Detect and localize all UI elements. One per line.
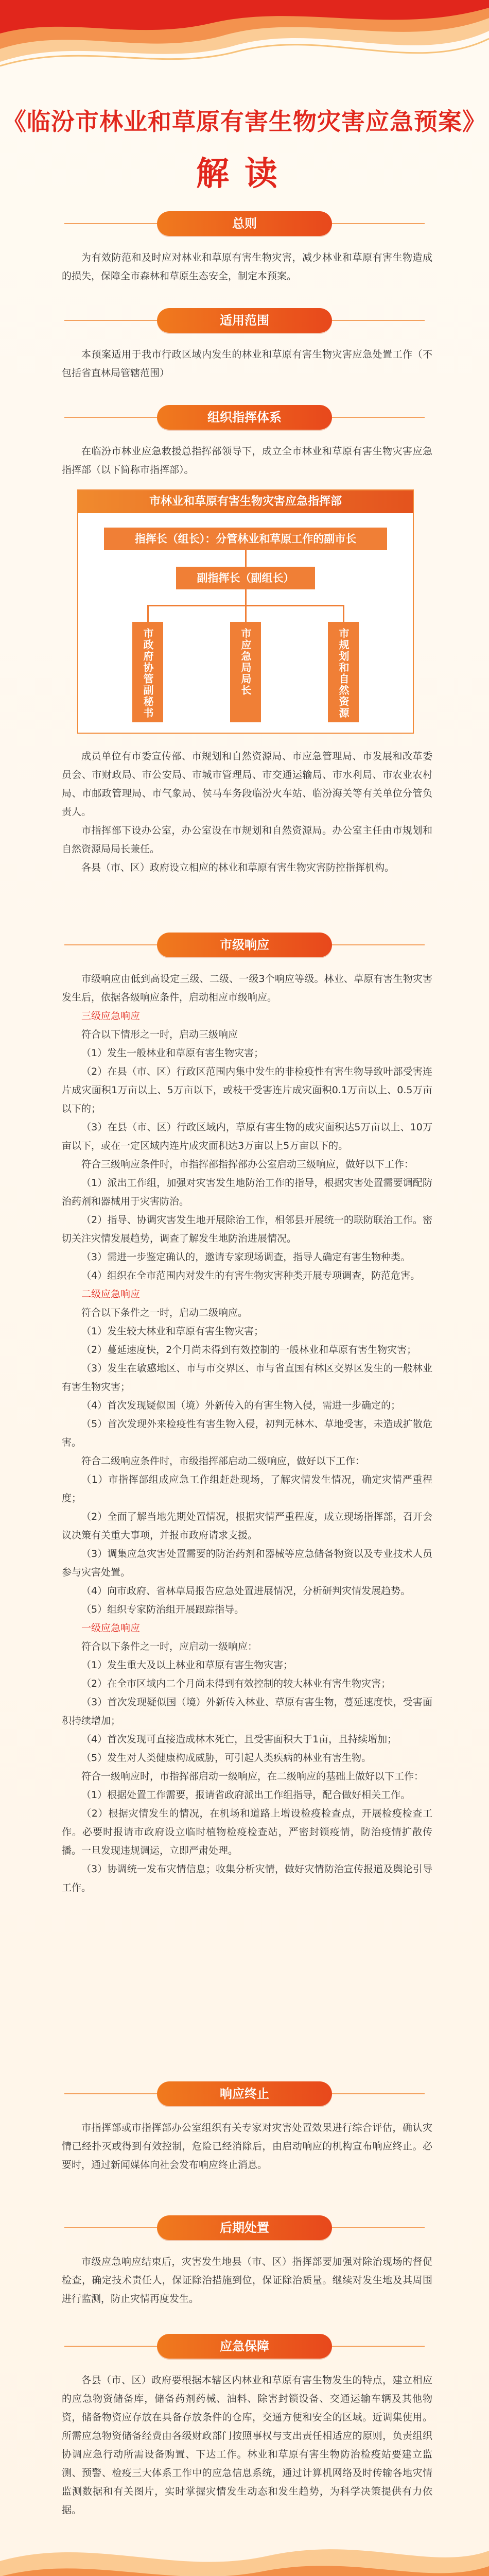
org-chart bbox=[77, 489, 414, 734]
connector-line bbox=[245, 605, 247, 622]
response-line: （5）首次发现外来检疫性有害生物入侵，初判无林木、草地受害，未造成扩散危害。 bbox=[62, 1418, 432, 1448]
section-heading-aftermath: 后期处置 bbox=[157, 2215, 332, 2240]
guarantee-body bbox=[62, 2371, 432, 2519]
top-wave-decoration bbox=[0, 0, 489, 88]
response-line: 符合三级响应条件时，市指挥部指挥部办公室启动三级响应，做好以下工作： bbox=[81, 1159, 414, 1170]
response-line: 符合以下条件之一时，应启动一级响应： bbox=[81, 1641, 258, 1652]
response-line: （2）在县（市、区）行政区范围内集中发生的非检疫性有害生物导致叶部受害连片成灾面积1万亩以上、5万亩以下，或枝干受害连片成灾面积0.1万亩以上、0.5万亩以下的； bbox=[62, 1066, 432, 1114]
connector-line bbox=[245, 589, 247, 605]
connector-line bbox=[343, 605, 344, 622]
response-line: 符合二级响应条件时，市级指挥部启动二级响应，做好以下工作： bbox=[81, 1455, 365, 1467]
org-commander-box: 指挥长（组长）：分管林业和草原工作的副市长 bbox=[104, 528, 387, 550]
response-line: （2）根据灾情发生的情况，在机场和道路上增设检疫检查点，开展检疫检查工作。必要时报请市政府设立临时植物检疫检查站，严密封锁疫情，防治疫情扩散传播。一旦发现违规调运，立即严肃处理。 bbox=[62, 1808, 432, 1856]
guarantee-paragraph: 各县（市、区）政府要根据本辖区内林业和草原有害生物发生的特点，建立相应的应急物资储备库，储备药剂药械、油料、除害封锁设备、交通运输车辆及其他物资，储备物资应存放在具备存放条件的仓库，交通方便和安全的区域。近调集使用。所需应急物资储备经费由各级财政部门按照事权与支出责任相适应的原则，负责组织协调应急行动所需设备购置、下达工作。林业和草原有害生物防治检疫站要建立监测、预警、检疫三大体系工作中的应急信息系统，通过计算机网络及时传输各地灾情监测数据和有关图片，实时掌握灾情发生动态和发生趋势，为科学决策提供有力依据。 bbox=[62, 2375, 432, 2516]
response-line: （4）首次发现疑似国（境）外新传入的有害生物入侵，需进一步确定的； bbox=[81, 1400, 401, 1411]
org-column-1: 市政府协管副秘书长 bbox=[132, 622, 163, 722]
response-line: （1）根据处置工作需要，报请省政府派出工作组指导，配合做好相关工作。 bbox=[81, 1789, 411, 1801]
response-level-heading: 二级应急响应 bbox=[81, 1289, 141, 1300]
termination-body bbox=[62, 2119, 432, 2174]
response-line: （2）在全市区域内二个月尚未得到有效控制的较大林业有害生物灾害； bbox=[81, 1678, 391, 1689]
response-line: （4）首次发现可直接造成林木死亡，且受害面积大于1亩，且持续增加； bbox=[81, 1734, 397, 1745]
response-line: （1）市指挥部组成应急工作组赶赴现场，了解灾情发生情况，确定灾情严重程度； bbox=[62, 1474, 432, 1504]
response-line: （3）协调统一发布灾情信息；收集分析灾情，做好灾情防治宣传报道及舆论引导工作。 bbox=[62, 1863, 432, 1893]
response-line: 符合以下条件之一时，启动二级响应。 bbox=[81, 1307, 248, 1318]
org-members-paragraph: 成员单位有市委宣传部、市规划和自然资源局、市应急管理局、市发展和改革委员会、市财政局、市公安局、市城市管理局、市交通运输局、市水利局、市农业农村局、市邮政管理局、市气象局、侯马车务段临汾火车站、临汾海关等有关单位分管负责人。 bbox=[62, 751, 432, 818]
section-heading-response: 市级响应 bbox=[157, 933, 332, 957]
response-lines bbox=[62, 1007, 432, 1897]
connector-line bbox=[147, 605, 149, 622]
termination-paragraph: 市指挥部或市指挥部办公室组织有关专家对灾害处置效果进行综合评估，确认灾情已经扑灭或得到有效控制，危险已经消除后，由启动响应的机构宣布响应终止。必要时，通过新闻媒体向社会发布响应终止消息。 bbox=[62, 2122, 432, 2171]
response-line: （2）指导、协调灾害发生地开展除治工作，相邻县开展统一的联防联治工作。密切关注灾情发展趋势，调查了解发生地防治进展情况。 bbox=[62, 1214, 432, 1244]
response-line: （2）全面了解当地先期处置情况，根据灾情严重程度，成立现场指挥部，召开会议决策有关重大事项，并报市政府请求支援。 bbox=[62, 1511, 432, 1541]
response-line: （3）发生在敏感地区、市与市交界区、市与省直国有林区交界区发生的一般林业有害生物灾害； bbox=[62, 1363, 432, 1393]
section-heading-scope: 适用范围 bbox=[157, 308, 332, 333]
org-county-paragraph: 各县（市、区）政府设立相应的林业和草原有害生物灾害防控指挥机构。 bbox=[81, 862, 395, 873]
aftermath-body bbox=[62, 2252, 432, 2308]
bottom-wave-decoration bbox=[0, 2530, 489, 2576]
section-heading-org: 组织指挥体系 bbox=[157, 405, 332, 430]
scope-paragraph: 本预案适用于我市行政区域内发生的林业和草原有害生物灾害应急处置工作（不包括省直林局管辖范围） bbox=[62, 349, 432, 379]
response-line: （4）组织在全市范围内对发生的有害生物灾害种类开展专项调查，防范危害。 bbox=[81, 1270, 421, 1281]
response-line: （4）向市政府、省林草局报告应急处置进展情况，分析研判灾情发展趋势。 bbox=[81, 1585, 411, 1597]
org-vice-box: 副指挥长（副组长） bbox=[176, 567, 315, 589]
response-line: （1）派出工作组，加强对灾害发生地防治工作的指导，根据灾害处置需要调配防治药剂和器械用于灾害防治。 bbox=[62, 1177, 432, 1207]
section-heading-general: 总则 bbox=[157, 211, 332, 236]
document-title: 《临汾市林业和草原有害生物灾害应急预案》 bbox=[3, 108, 486, 135]
document-subtitle: 解读 bbox=[196, 155, 293, 193]
org-details bbox=[62, 747, 432, 877]
response-body bbox=[62, 970, 432, 1897]
general-body bbox=[62, 248, 432, 285]
response-line: （3）需进一步鉴定确认的，邀请专家现场调查，指导人确定有害生物种类。 bbox=[81, 1251, 411, 1263]
section-heading-guarantee: 应急保障 bbox=[157, 2334, 332, 2359]
response-line: （5）发生对人类健康构成威胁，可引起人类疾病的林业有害生物。 bbox=[81, 1752, 372, 1764]
general-paragraph: 为有效防范和及时应对林业和草原有害生物灾害，减少林业和草原有害生物造成的损失，保障全市森林和草原生态安全，制定本预案。 bbox=[62, 252, 432, 282]
org-column-2: 市应急局局长 bbox=[230, 622, 261, 722]
aftermath-paragraph: 市级应急响应结束后，灾害发生地县（市、区）指挥部要加强对除治现场的督促检查，确定技术责任人，保证除治措施到位，保证除治质量。继续对发生地及其周围进行监测，防止灾情再度发生。 bbox=[62, 2256, 432, 2304]
response-line: （3）调集应急灾害处置需要的防治药剂和器械等应急储备物资以及专业技术人员参与灾害处置。 bbox=[62, 1548, 432, 1578]
response-level-heading: 三级应急响应 bbox=[81, 1010, 141, 1022]
response-line: （2）蔓延速度快，2个月尚未得到有效控制的一般林业和草原有害生物灾害； bbox=[81, 1344, 417, 1355]
response-line: 符合一级响应时，市指挥部启动一级响应，在二级响应的基础上做好以下工作： bbox=[81, 1771, 424, 1782]
response-intro: 市级响应由低到高设定三级、二级、一级3个响应等级。林业、草原有害生物灾害发生后，依据各级响应条件，启动相应市级响应。 bbox=[62, 973, 432, 1003]
org-intro bbox=[62, 442, 432, 479]
org-column-3: 市规划和自然资源局局长 bbox=[328, 622, 359, 722]
response-line: （3）首次发现疑似国（境）外新传入林业、草原有害生物，蔓延速度快，受害面积持续增加； bbox=[62, 1697, 432, 1726]
response-level-heading: 一级应急响应 bbox=[81, 1622, 141, 1634]
org-chart-title: 市林业和草原有害生物灾害应急指挥部 bbox=[78, 490, 413, 513]
scope-body bbox=[62, 345, 432, 382]
org-intro-paragraph: 在临汾市林业应急救援总指挥部领导下，成立全市林业和草原有害生物灾害应急指挥部（以下简称市指挥部）。 bbox=[62, 446, 432, 476]
section-heading-termination: 响应终止 bbox=[157, 2081, 332, 2106]
response-line: （1）发生较大林业和草原有害生物灾害； bbox=[81, 1326, 264, 1337]
org-office-paragraph: 市指挥部下设办公室，办公室设在市规划和自然资源局。办公室主任由市规划和自然资源局局长兼任。 bbox=[62, 825, 432, 855]
response-line: （1）发生重大及以上林业和草原有害生物灾害； bbox=[81, 1659, 293, 1671]
response-line: （1）发生一般林业和草原有害生物灾害； bbox=[81, 1047, 264, 1059]
response-line: （3）在县（市、区）行政区域内，草原有害生物的成灾面积达5万亩以上、10万亩以下，或在一定区域内连片成灾面积达3万亩以上5万亩以下的。 bbox=[62, 1122, 432, 1151]
connector-line bbox=[245, 550, 247, 567]
response-line: （5）组织专家防治组开展跟踪指导。 bbox=[81, 1604, 244, 1615]
response-line: 符合以下情形之一时，启动三级响应 bbox=[81, 1029, 238, 1040]
